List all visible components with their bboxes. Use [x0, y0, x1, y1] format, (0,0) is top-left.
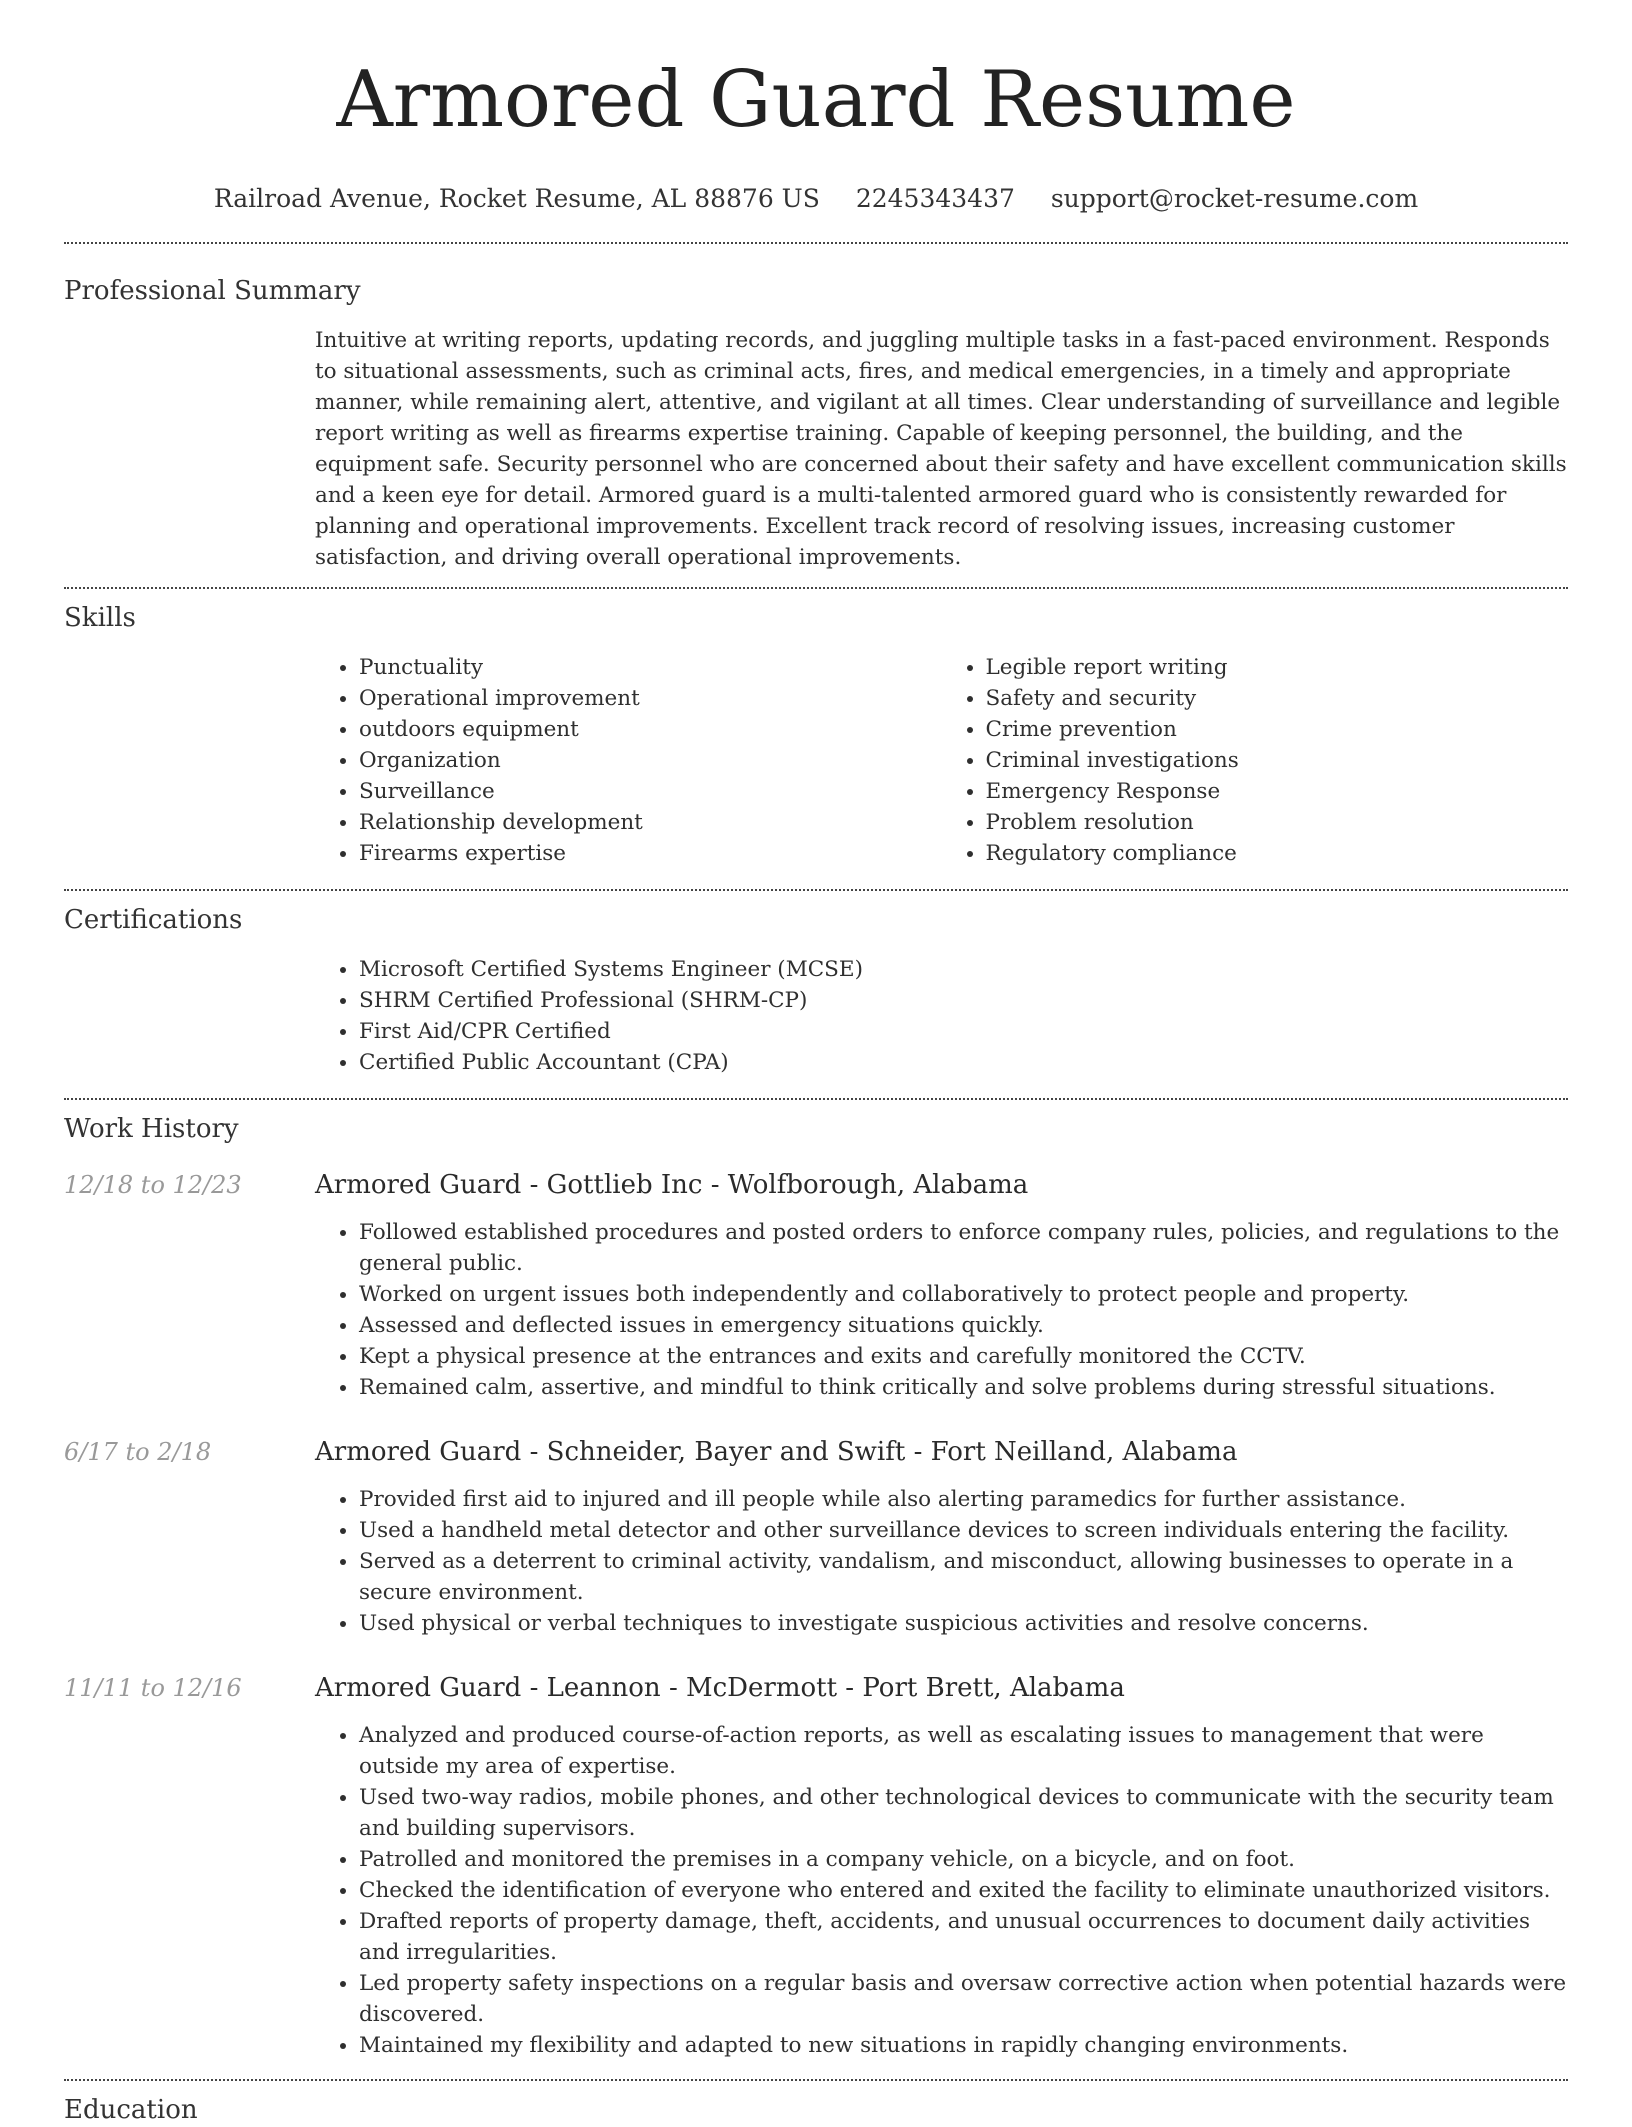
job-bullet: • Worked on urgent issues both independently and collaboratively to protect people and property. — [359, 1279, 1568, 1310]
certifications-list — [315, 954, 1568, 1078]
work-history-heading: Work History — [64, 1114, 239, 1144]
skill-item: • Regulatory compliance — [986, 838, 1569, 869]
job-bullet: • Maintained my flexibility and adapted to new situations in rapidly changing environments. — [359, 2030, 1568, 2061]
job-bullet: • Followed established procedures and posted orders to enforce company rules, policies, and regulations to the general public. — [359, 1217, 1568, 1279]
skill-item: • outdoors equipment — [359, 714, 942, 745]
skill-item: • Legible report writing — [986, 652, 1569, 683]
job-title: Armored Guard - Schneider, Bayer and Swift - Fort Neilland, Alabama — [315, 1437, 1238, 1467]
job-bullet: • Patrolled and monitored the premises in a company vehicle, on a bicycle, and on foot. — [359, 1844, 1568, 1875]
divider — [64, 1098, 1568, 1100]
job-bullet: • Assessed and deflected issues in emergency situations quickly. — [359, 1310, 1568, 1341]
certifications-heading: Certifications — [64, 905, 243, 935]
skill-item: • Relationship development — [359, 807, 942, 838]
resume-title: Armored Guard Resume — [336, 55, 1296, 145]
contact-email: support@rocket-resume.com — [1050, 184, 1419, 213]
job-dates: 12/18 to 12/23 — [64, 1171, 242, 1199]
skill-item: • Problem resolution — [986, 807, 1569, 838]
job-entry — [64, 1435, 1568, 1639]
divider — [64, 587, 1568, 589]
job-bullet: • Served as a deterrent to criminal activity, vandalism, and misconduct, allowing businesses to operate in a secure environment. — [359, 1546, 1568, 1608]
divider — [64, 2079, 1568, 2081]
certifications-body — [315, 954, 1568, 1078]
skills-list-right — [942, 652, 1569, 869]
skill-item: • Surveillance — [359, 776, 942, 807]
certification-item: • Certified Public Accountant (CPA) — [359, 1047, 1568, 1078]
job-bullet: • Led property safety inspections on a regular basis and oversaw corrective action when potential hazards were discovered. — [359, 1968, 1568, 2030]
job-bullet: • Used two-way radios, mobile phones, and other technological devices to communicate with the security team and building supervisors. — [359, 1782, 1568, 1844]
job-bullet: • Used a handheld metal detector and other surveillance devices to screen individuals entering the facility. — [359, 1515, 1568, 1546]
contact-address: Railroad Avenue, Rocket Resume, AL 88876 US — [213, 184, 820, 213]
job-bullet: • Remained calm, assertive, and mindful to think critically and solve problems during stressful situations. — [359, 1372, 1568, 1403]
resume-page — [64, 0, 1568, 2127]
skills-grid — [315, 652, 1568, 869]
divider — [64, 242, 1568, 244]
job-entry — [64, 1168, 1568, 1403]
summary-heading: Professional Summary — [64, 276, 361, 306]
skill-item: • Safety and security — [986, 683, 1569, 714]
skill-item: • Firearms expertise — [359, 838, 942, 869]
job-bullet: • Analyzed and produced course-of-action reports, as well as escalating issues to management that were outside my area of expertise. — [359, 1720, 1568, 1782]
skills-list-left — [315, 652, 942, 869]
job-bullets — [315, 1484, 1568, 1639]
job-bullet: • Drafted reports of property damage, theft, accidents, and unusual occurrences to document daily activities and irregularities. — [359, 1906, 1568, 1968]
education-heading: Education — [64, 2095, 198, 2125]
certification-item: • SHRM Certified Professional (SHRM-CP) — [359, 985, 1568, 1016]
job-entry — [64, 1671, 1568, 2061]
skill-item: • Emergency Response — [986, 776, 1569, 807]
certification-item: • Microsoft Certified Systems Engineer (MCSE) — [359, 954, 1568, 985]
divider — [64, 889, 1568, 891]
skill-item: • Punctuality — [359, 652, 942, 683]
job-bullet: • Provided first aid to injured and ill people while also alerting paramedics for further assistance. — [359, 1484, 1568, 1515]
job-bullet: • Kept a physical presence at the entrances and exits and carefully monitored the CCTV. — [359, 1341, 1568, 1372]
skill-item: • Operational improvement — [359, 683, 942, 714]
job-dates: 11/11 to 12/16 — [64, 1674, 242, 1702]
job-bullets — [315, 1720, 1568, 2061]
summary-text: Intuitive at writing reports, updating records, and juggling multiple tasks in a fast-paced environment. Responds to situational assessments, such as criminal acts, fires, and medical emergencies, in a timely and appropriate manner, while remaining alert, attentive, and vigilant at all times. Clear understanding of surveillance and legible report writing as well as firearms expertise training. Capable of keeping personnel, the building, and the equipment safe. Security personnel who are concerned about their safety and have excellent communication skills and a keen eye for detail. Armored guard is a multi-talented armored guard who is consistently rewarded for planning and operational improvements. Excellent track record of resolving issues, increasing customer satisfaction, and driving overall operational improvements. — [315, 328, 1567, 570]
skills-heading: Skills — [64, 603, 136, 633]
skill-item: • Crime prevention — [986, 714, 1569, 745]
contact-line — [64, 182, 1568, 216]
skill-item: • Criminal investigations — [986, 745, 1569, 776]
certification-item: • First Aid/CPR Certified — [359, 1016, 1568, 1047]
job-title: Armored Guard - Leannon - McDermott - Port Brett, Alabama — [315, 1673, 1125, 1703]
job-bullet: • Used physical or verbal techniques to investigate suspicious activities and resolve concerns. — [359, 1608, 1568, 1639]
job-bullets — [315, 1217, 1568, 1403]
job-title: Armored Guard - Gottlieb Inc - Wolfborough, Alabama — [315, 1170, 1029, 1200]
contact-phone: 2245343437 — [855, 184, 1015, 213]
summary-body — [315, 325, 1568, 573]
job-bullet: • Checked the identification of everyone who entered and exited the facility to eliminate unauthorized visitors. — [359, 1875, 1568, 1906]
skill-item: • Organization — [359, 745, 942, 776]
job-dates: 6/17 to 2/18 — [64, 1438, 212, 1466]
